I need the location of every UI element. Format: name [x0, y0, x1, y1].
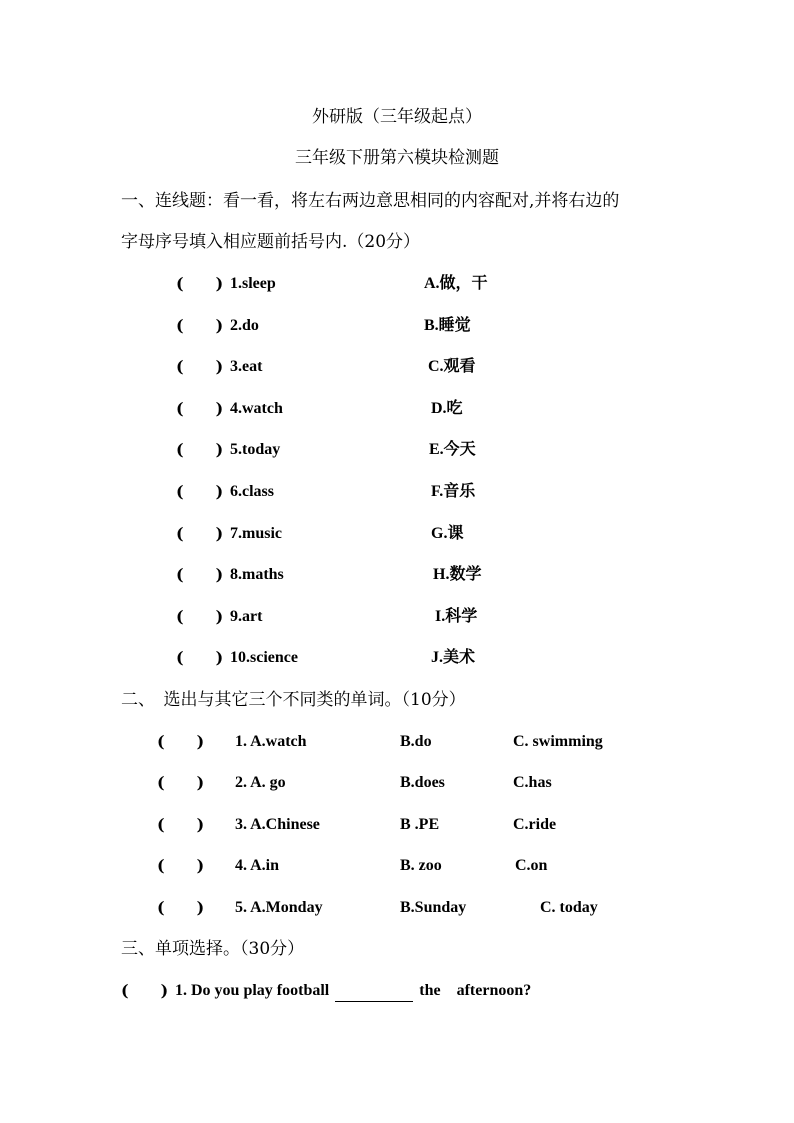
answer-blank[interactable]: ( ): [176, 565, 224, 584]
option-a: 5. A.Monday: [235, 899, 323, 916]
answer-blank[interactable]: ( ): [176, 524, 224, 543]
match-meaning: I.科学: [435, 608, 478, 625]
option-c: C.on: [515, 857, 548, 874]
option-b: B.do: [400, 733, 432, 750]
section1-heading-line1: 一、连线题：看一看，将左右两边意思相同的内容配对,并将右边的: [121, 191, 620, 211]
answer-blank[interactable]: ( ): [157, 773, 205, 792]
match-word: 2.do: [230, 317, 259, 334]
answer-blank[interactable]: ( ): [176, 316, 224, 335]
match-meaning: G.课: [431, 525, 464, 542]
option-c: C.has: [513, 774, 552, 791]
option-b: B.does: [400, 774, 445, 791]
option-b: B .PE: [400, 816, 440, 833]
question-1: [175, 980, 531, 1002]
match-meaning: A.做，干: [424, 275, 488, 292]
option-c: C. today: [540, 899, 598, 916]
option-c: C.ride: [513, 816, 557, 833]
question-1-text-after: the afternoon?: [419, 982, 532, 999]
match-word: 9.art: [230, 608, 263, 625]
match-meaning: J.美术: [431, 649, 476, 666]
answer-blank[interactable]: ( ): [176, 482, 224, 501]
answer-blank[interactable]: ( ): [121, 981, 169, 1000]
document-title: 外研版（三年级起点）: [312, 107, 482, 127]
answer-blank[interactable]: ( ): [176, 274, 224, 293]
match-word: 3.eat: [230, 358, 263, 375]
section3-heading: 三、单项选择。（30分）: [121, 939, 305, 959]
option-a: 2. A. go: [235, 774, 286, 791]
option-a: 1. A.watch: [235, 733, 307, 750]
answer-blank[interactable]: ( ): [176, 399, 224, 418]
option-b: B. zoo: [400, 857, 442, 874]
document-subtitle: 三年级下册第六模块检测题: [295, 148, 499, 168]
answer-blank[interactable]: ( ): [176, 648, 224, 667]
match-word: 7.music: [230, 525, 282, 542]
question-1-text-before: 1. Do you play football: [175, 982, 330, 999]
match-word: 10.science: [230, 649, 298, 666]
fill-in-blank[interactable]: [335, 985, 413, 1002]
option-c: C. swimming: [513, 733, 603, 750]
answer-blank[interactable]: ( ): [176, 357, 224, 376]
match-meaning: D.吃: [431, 400, 463, 417]
answer-blank[interactable]: ( ): [157, 732, 205, 751]
match-word: 8.maths: [230, 566, 284, 583]
match-word: 1.sleep: [230, 275, 276, 292]
option-b: B.Sunday: [400, 899, 467, 916]
answer-blank[interactable]: ( ): [157, 898, 205, 917]
match-meaning: B.睡觉: [424, 317, 471, 334]
match-meaning: F.音乐: [431, 483, 476, 500]
answer-blank[interactable]: ( ): [157, 856, 205, 875]
option-a: 4. A.in: [235, 857, 280, 874]
answer-blank[interactable]: ( ): [176, 607, 224, 626]
section1-heading-line2: 字母序号填入相应题前括号内.（20分）: [121, 232, 421, 252]
answer-blank[interactable]: ( ): [176, 440, 224, 459]
answer-blank[interactable]: ( ): [157, 815, 205, 834]
match-meaning: E.今天: [429, 441, 476, 458]
match-meaning: C.观看: [428, 358, 476, 375]
match-word: 4.watch: [230, 400, 283, 417]
option-a: 3. A.Chinese: [235, 816, 320, 833]
match-word: 6.class: [230, 483, 274, 500]
match-word: 5.today: [230, 441, 281, 458]
match-meaning: H.数学: [433, 566, 482, 583]
section2-heading: 二、 选出与其它三个不同类的单词。（10分）: [121, 690, 466, 710]
